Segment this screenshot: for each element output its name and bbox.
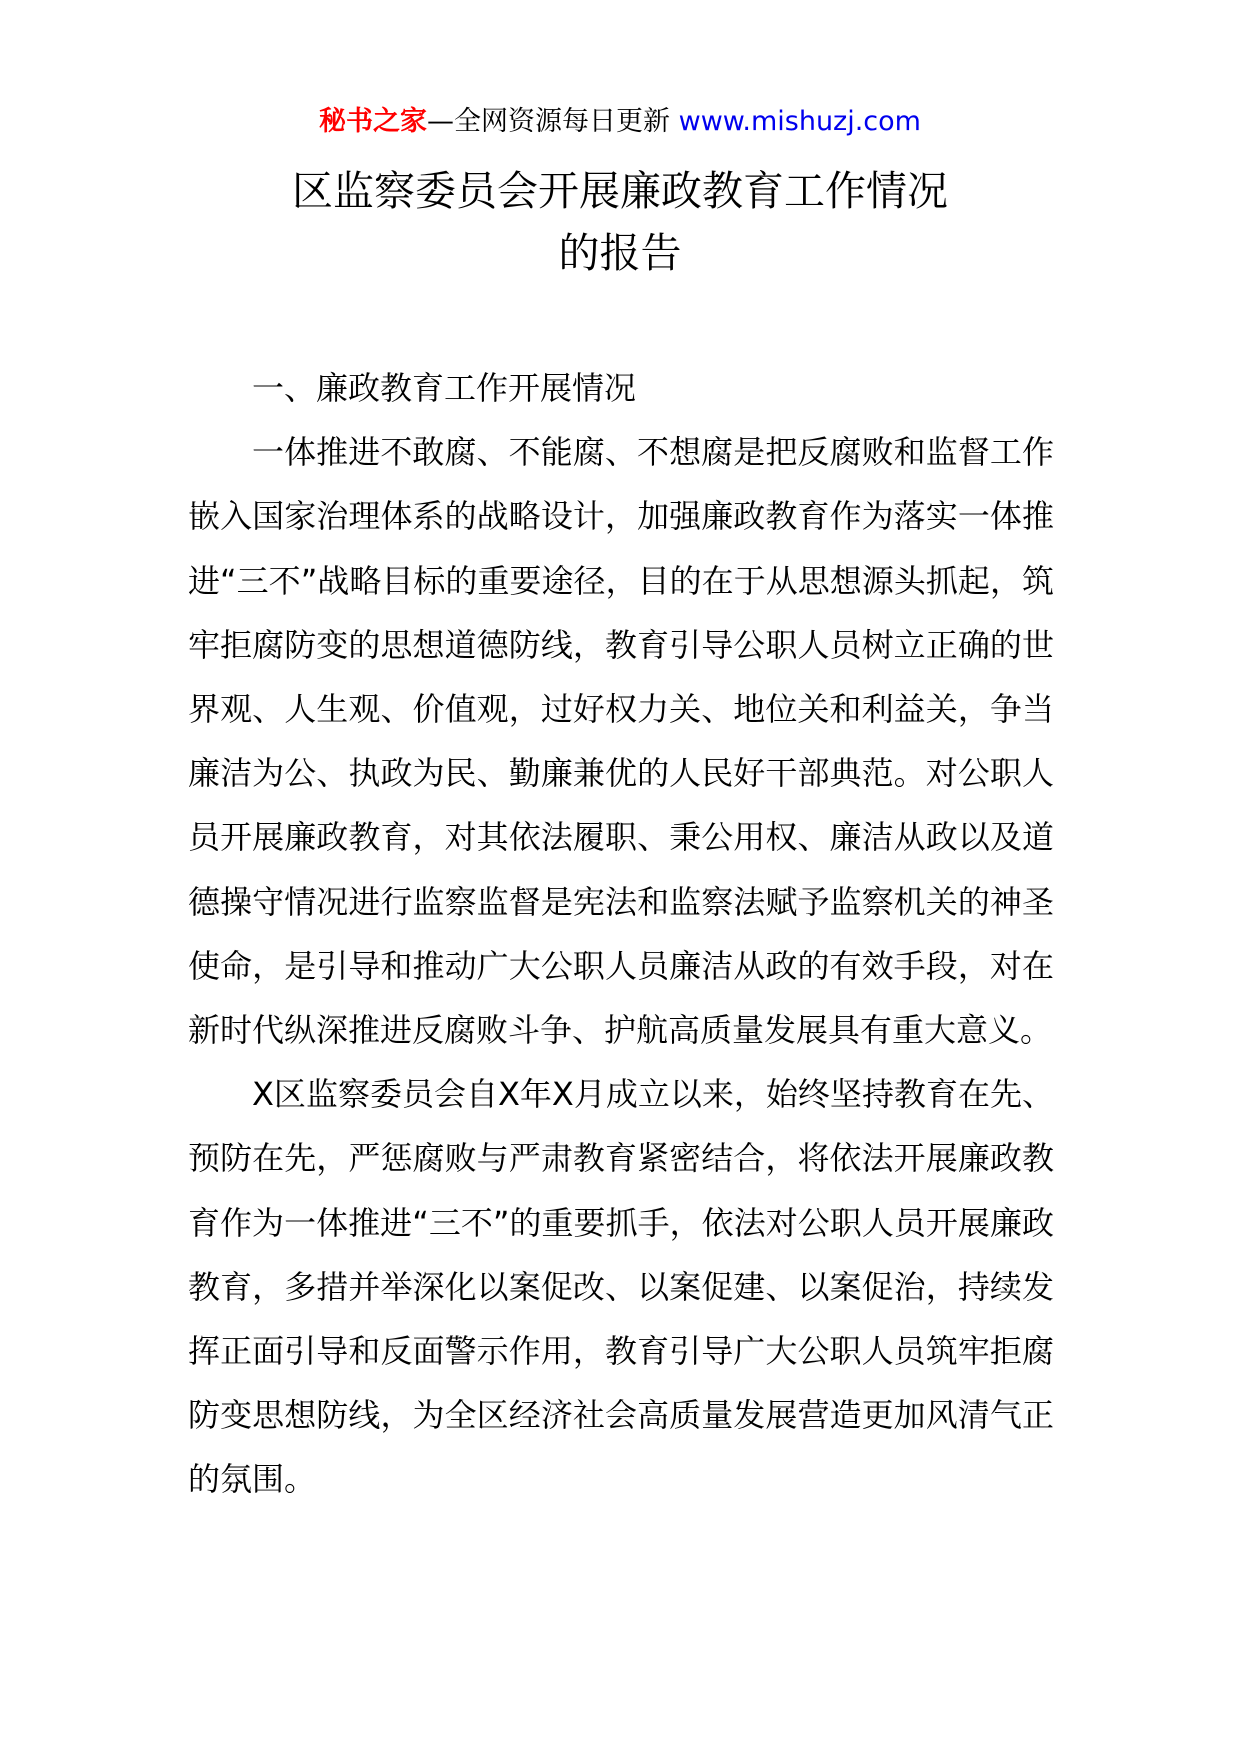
document-body: [188, 356, 1054, 1512]
site-header: [0, 102, 1240, 142]
paragraph-2: X区监察委员会自X年X月成立以来，始终坚持教育在先、预防在先，严惩腐败与严肃教育紧密结合，将依法开展廉政教育作为一体推进“三不”的重要抓手，依法对公职人员开展廉政教育，多措并举深化以案促改、以案促建、以案促治，持续发挥正面引导和反面警示作用，教育引导广大公职人员筑牢拒腐防变思想防线，为全区经济社会高质量发展营造更加风清气正的氛围。: [188, 1075, 1054, 1499]
document-title: [0, 160, 1240, 284]
header-tagline: —全网资源每日更新: [427, 106, 679, 137]
title-line-1: 区监察委员会开展廉政教育工作情况: [292, 167, 948, 215]
brand-name: 秘书之家: [319, 106, 428, 137]
paragraph-1: 一体推进不敢腐、不能腐、不想腐是把反腐败和监督工作嵌入国家治理体系的战略设计，加强廉政教育作为落实一体推进“三不”战略目标的重要途径，目的在于从思想源头抓起，筑牢拒腐防变的思想道德防线，教育引导公职人员树立正确的世界观、人生观、价值观，过好权力关、地位关和利益关，争当廉洁为公、执政为民、勤廉兼优的人民好干部典范。对公职人员开展廉政教育，对其依法履职、秉公用权、廉洁从政以及道德操守情况进行监察监督是宪法和监察法赋予监察机关的神圣使命，是引导和推动广大公职人员廉洁从政的有效手段，对在新时代纵深推进反腐败斗争、护航高质量发展具有重大意义。: [188, 433, 1054, 1050]
website-url[interactable]: www.mishuzj.com: [678, 106, 921, 137]
section-heading: 一、廉政教育工作开展情况: [252, 369, 637, 407]
title-line-2: 的报告: [558, 229, 682, 277]
